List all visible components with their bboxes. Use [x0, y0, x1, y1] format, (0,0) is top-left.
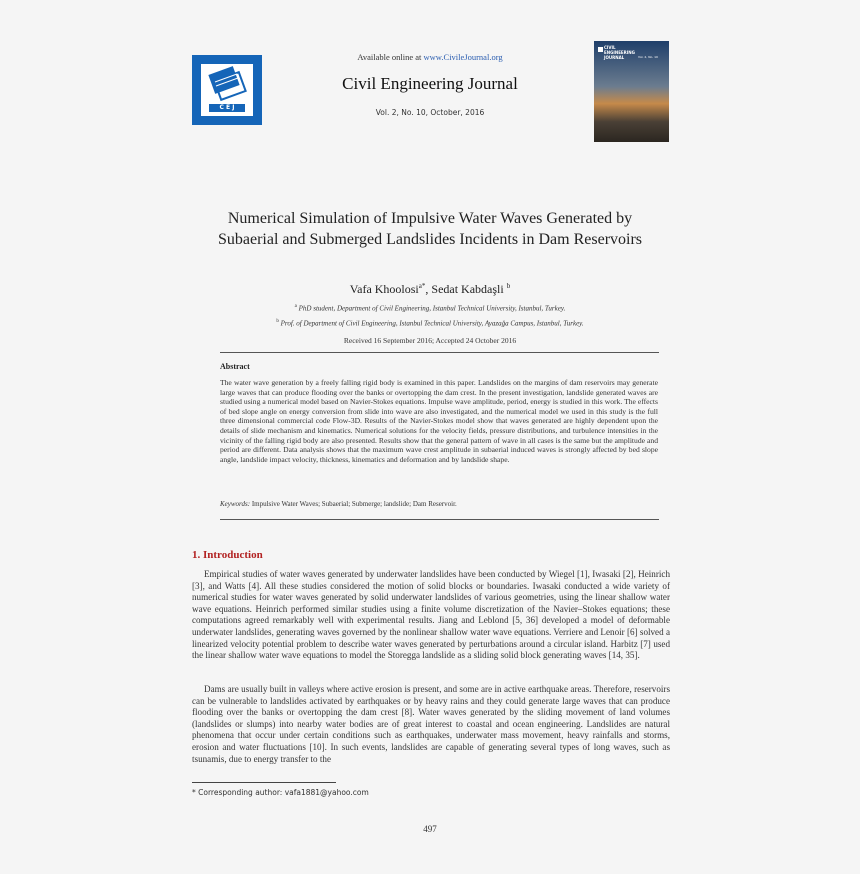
received-dates: Received 16 September 2016; Accepted 24 October 2016	[343, 336, 517, 345]
intro-paragraph-1: Empirical studies of water waves generated by underwater landslides have been conducted by Wiegel [1], Iwasaki [2], Heinrich [3], and Watts [4]. All these studies considered the motion of solid blocks or boundaries. Iwasaki conducted a wide variety of numerical studies for water waves generated by solid underwater landslides of various geometries, using the linear shallow water wave equations. Heinrich performed similar studies using a finite volume discretization of the Navier–Stokes equations; these computations agreed remarkably well with experimental results. Jiang and Leblond [5, 36] developed a model of deformable underwater landslides, generating waves governed by the nonlinear shallow water wave equations. Verriere and Lenoir [6] solved a linearized velocity potential problem to describe water waves generated by perturbations around a circular island. Harbitz [7] used the linear shallow water wave equations to model the Storegga landslide as a sliding solid block generating waves [14, 35].	[192, 569, 670, 661]
availability-line	[0, 52, 860, 62]
logo-label: C E J	[209, 104, 245, 112]
abstract-heading: Abstract	[220, 362, 250, 371]
author-1: Vafa Khoolosi	[349, 282, 419, 296]
availability-prefix: Available online at	[357, 52, 424, 62]
affiliation-b-text: Prof. of Department of Civil Engineering, Istanbul Technical University, Ayazağa Campus, Istanbul, Turkey.	[278, 319, 584, 328]
keywords-label: Keywords:	[220, 500, 251, 508]
abstract-text: The water wave generation by a freely falling rigid body is examined in this paper. Landslides on the margins of dam reservoirs may generate large waves that can produce flooding over the banks or overtopping the dam crest. In the present investigation, landslide generated waves are studied using a numerical model based on Navier-Stokes equations. Impulse wave amplitude, period, energy is studied in this work. The effects of bed slope angle on energy conversion from slide into wave are also investigated, and the numerical model we used in this study is the full three dimensional commercial code Flow-3D. Results of the Navier-Stokes model show that waves generated are highly dependent upon the details of slide mechanism and kinematics. Numerical solutions for the velocity fields, pressure distributions, and turbulence intensities in the vicinity of the falling rigid body are also presented. Results show that the general pattern of wave in all cases is the same but the amplitude and period are different. Data analysis shows that the maximum wave crest amplitude in subaerial induced waves is strongly affected by bed slope angle, landslide impact velocity, thickness, kinematics and deformation and by landslide shape.	[220, 378, 658, 464]
footnote-rule	[192, 782, 336, 783]
author-2: Sedat Kabdaşli	[431, 282, 504, 296]
author-1-sup: a*	[418, 282, 426, 290]
author-separator: ,	[425, 282, 432, 296]
affiliation-a	[0, 304, 860, 312]
affiliation-b-sup: b	[276, 319, 279, 324]
section-heading-introduction: 1. Introduction	[192, 549, 263, 561]
corresponding-author-footnote: * Corresponding author: vafa1881@yahoo.com	[192, 788, 369, 797]
abstract-top-rule	[220, 352, 659, 353]
paper-title: Numerical Simulation of Impulsive Water Waves Generated by Subaerial and Submerged Landslides Incidents in Dam Reservoirs	[217, 210, 643, 248]
journal-website-link[interactable]: www.CivileJournal.org	[423, 52, 503, 62]
affiliation-a-sup: a	[294, 304, 297, 309]
cover-subtitle: Vol. 2, No. 10	[638, 55, 658, 59]
affiliation-a-text: PhD student, Department of Civil Engineering, Istanbul Technical University, Istanbul, Turkey.	[296, 304, 566, 313]
abstract-bottom-rule	[220, 519, 659, 520]
keywords-text: Impulsive Water Waves; Subaerial; Submerge; landslide; Dam Reservoir.	[250, 500, 457, 508]
volume-info: Vol. 2, No. 10, October, 2016	[375, 108, 485, 117]
cover-title: CIVIL ENGINEERING JOURNAL	[604, 45, 635, 60]
journal-title: Civil Engineering Journal	[342, 74, 518, 93]
journal-cover-image	[594, 41, 669, 142]
author-line	[0, 282, 860, 297]
affiliation-b	[0, 319, 860, 327]
intro-paragraph-2: Dams are usually built in valleys where active erosion is present, and some are in active earthquake areas. Therefore, reservoirs can be vulnerable to landslides activated by earthquakes or by heavy rains and they could generate large waves that can produce flooding over the banks or overtopping the dam crest [8]. Water waves generated by the sliding movement of land volumes (landslides or slumps) into nearby water bodies are of great interest to coastal and ocean engineering. Landslides are natural phenomena that occur under certain conditions such as earthquakes, underwater mass movement, heavy rainfalls and storms, erosion and water fluctuations [10]. In such events, landslides are capable of generating several types of long waves, such as tsunamis, due to energy transfer to the	[192, 684, 670, 764]
cover-emblem-icon	[598, 47, 603, 52]
page-number: 497	[423, 824, 437, 834]
keywords-line	[220, 500, 658, 508]
author-2-sup: b	[506, 282, 511, 290]
